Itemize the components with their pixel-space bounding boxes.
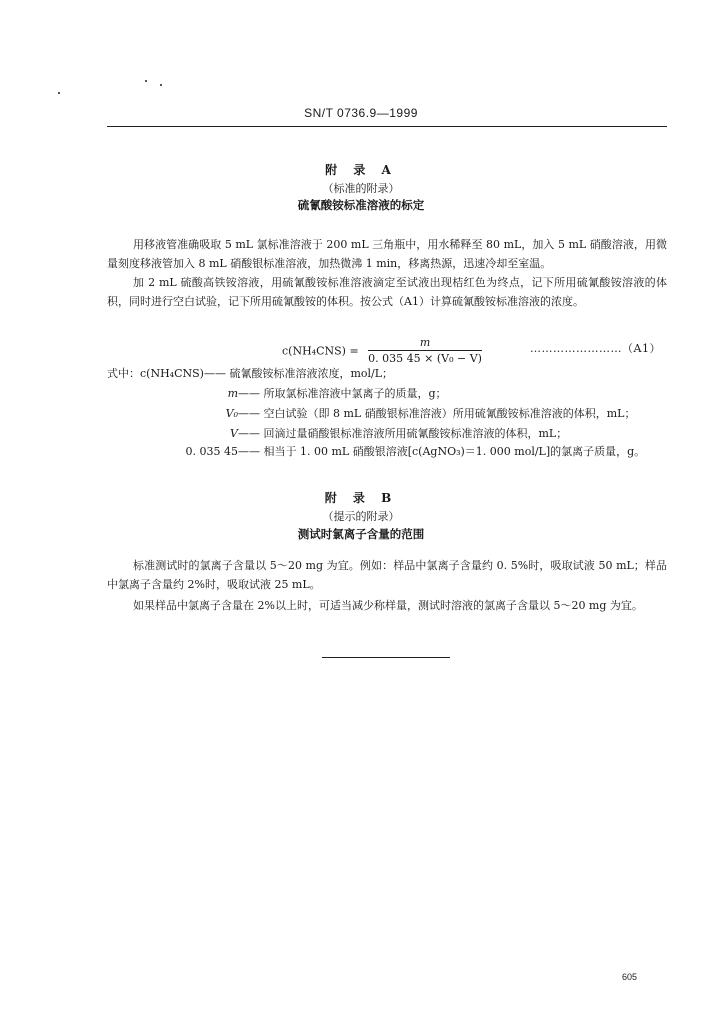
appendix-b-note: （提示的附录）: [322, 510, 400, 523]
appendix-a-note: （标准的附录）: [322, 182, 400, 195]
standard-code-header: SN/T 0736.9—1999: [304, 106, 418, 120]
appendix-a-label: 附 录 A: [325, 163, 397, 177]
header-rule: [107, 126, 667, 127]
appendix-b-paragraph-2: 如果样品中氯离子含量在 2%以上时，可适当减少称样量，测试时溶液的氯离子含量以 5～20 mg 为宜。: [133, 599, 643, 612]
scan-speck: [160, 84, 162, 86]
end-rule: [322, 657, 450, 658]
scan-speck: [145, 80, 147, 82]
page-number: 605: [622, 972, 638, 982]
definition-symbol: V: [230, 427, 238, 440]
formula-denominator: 0. 035 45 × (V₀ − V): [368, 352, 482, 365]
definition-text: —— 空白试验（即 8 mL 硝酸银标准溶液）所用硫氰酸铵标准溶液的体积，mL；: [238, 407, 636, 420]
definition-row: [0, 443, 722, 459]
definition-text: —— 硫氰酸铵标准溶液浓度，mol/L；: [203, 367, 394, 380]
definition-symbol: V₀: [225, 407, 238, 420]
definition-symbol: 式中：c(NH₄CNS): [107, 367, 204, 380]
definition-text: —— 相当于 1. 00 mL 硝酸银溶液[c(AgNO₃)＝1. 000 mol/L]的氯离子质量，g。: [238, 445, 646, 458]
formula-fraction: [368, 336, 482, 367]
appendix-a-paragraph-1: 用移液管准确吸取 5 mL 氯标准溶液于 200 mL 三角瓶中，用水稀释至 80 mL，加入 5 mL 硝酸溶液，用微量刻度移液管加入 8 mL 硝酸银标准溶液，加热微沸 1 min，移离热源，迅速冷却至室温。: [107, 238, 667, 270]
appendix-a-paragraph-2: 加 2 mL 硫酸高铁铵溶液，用硫氰酸铵标准溶液滴定至试液出现桔红色为终点，记下所用硫氰酸铵溶液的体积，同时进行空白试验，记下所用硫氰酸铵的体积。按公式（A1）计算硫氰酸铵标准溶液的浓度。: [107, 276, 667, 308]
appendix-b-label: 附 录 B: [324, 491, 398, 505]
definition-text: —— 回滴过量硝酸银标准溶液所用硫氰酸铵标准溶液的体积，mL；: [238, 427, 568, 440]
appendix-a-title: 硫氰酸铵标准溶液的标定: [297, 198, 425, 212]
definition-row: [107, 365, 393, 381]
definition-text: —— 所取氯标准溶液中氯离子的质量，g；: [238, 387, 447, 400]
formula-a1: [282, 336, 482, 367]
appendix-b-title: 测试时氯离子含量的范围: [297, 527, 425, 541]
definition-row: [0, 425, 722, 441]
appendix-b-paragraph-1: 标准测试时的氯离子含量以 5～20 mg 为宜。例如：样品中氯离子含量约 0. 5%时，吸取试液 50 mL；样品中氯离子含量约 2%时，吸取试液 25 mL。: [107, 559, 667, 591]
scan-speck: [58, 92, 60, 94]
definition-row: [0, 405, 722, 421]
definition-row: [0, 385, 722, 401]
formula-number: ……………………（A1）: [530, 342, 661, 355]
definition-symbol: m: [227, 387, 238, 400]
definition-symbol: 0. 035 45: [185, 445, 238, 458]
formula-numerator: m: [368, 336, 482, 351]
formula-lhs: c(NH₄CNS) =: [282, 344, 359, 358]
